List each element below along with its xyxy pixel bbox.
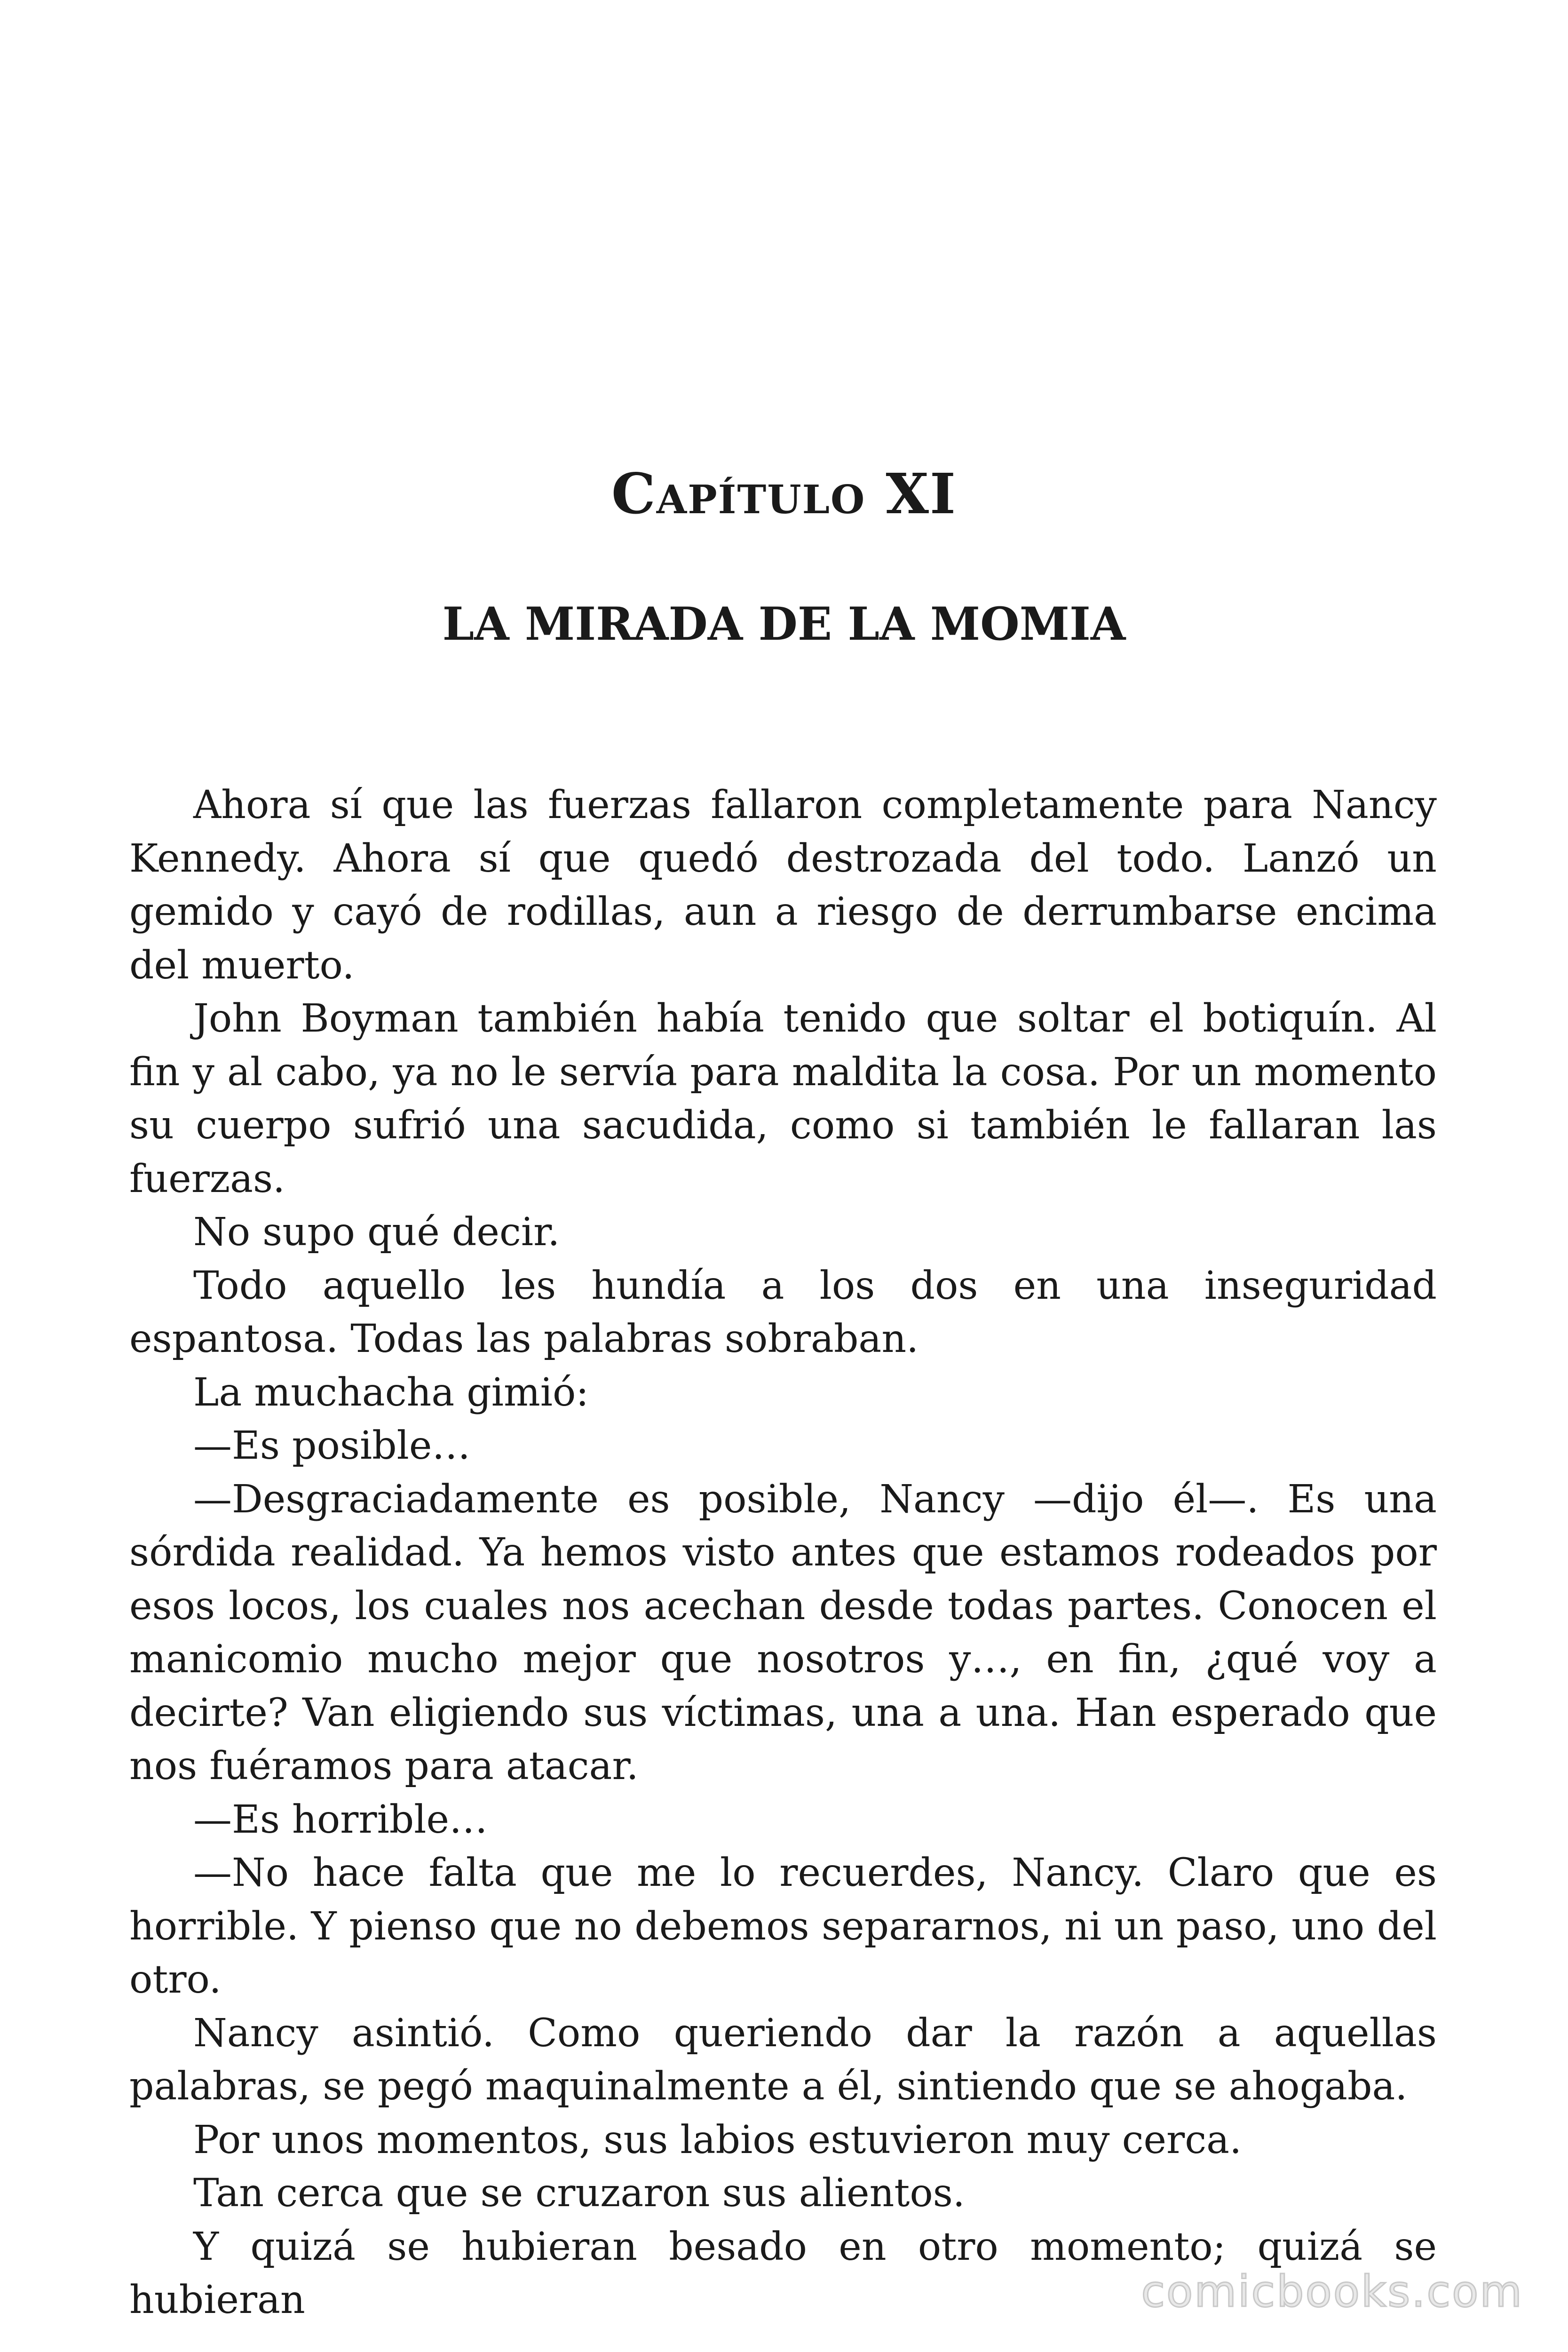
paragraph: La muchacha gimió: bbox=[193, 1370, 589, 1415]
watermark: comicbooks.com bbox=[1141, 2266, 1523, 2317]
paragraph: Por unos momentos, sus labios estuvieron muy cerca. bbox=[193, 2117, 1242, 2162]
paragraph: —Desgraciadamente es posible, Nancy —dijo él—. Es una sórdida realidad. Ya hemos visto antes que estamos rodeados por esos locos, los cuales nos acechan desde todas partes. Conocen el manicomio mucho mejor que nosotros y…, en fin, ¿qué voy a decirte? Van eligiendo sus víctimas, una a una. Han esperado que nos fuéramos para atacar. bbox=[129, 1477, 1437, 1788]
paragraph: Todo aquello les hundía a los dos en una inseguridad espantosa. Todas las palabras sobraban. bbox=[129, 1263, 1437, 1361]
paragraph: —Es posible… bbox=[193, 1423, 471, 1468]
paragraph: —No hace falta que me lo recuerdes, Nancy. Claro que es horrible. Y pienso que no debemos separarnos, ni un paso, uno del otro. bbox=[129, 1851, 1437, 2002]
chapter-body bbox=[129, 779, 1437, 2327]
paragraph: —Es horrible… bbox=[193, 1797, 488, 1842]
chapter-subtitle: LA MIRADA DE LA MOMIA bbox=[442, 597, 1126, 651]
paragraph: Tan cerca que se cruzaron sus alientos. bbox=[193, 2171, 965, 2216]
paragraph: John Boyman también había tenido que soltar el botiquín. Al fin y al cabo, ya no le servía para maldita la cosa. Por un momento su cuerpo sufrió una sacudida, como si también le fallaran las fuerzas. bbox=[129, 996, 1437, 1201]
chapter-title: Capítulo XI bbox=[611, 461, 957, 526]
paragraph: Nancy asintió. Como queriendo dar la razón a aquellas palabras, se pegó maquinalmente a él, sintiendo que se ahogaba. bbox=[129, 2010, 1437, 2109]
paragraph: No supo qué decir. bbox=[193, 1210, 560, 1255]
paragraph: Ahora sí que las fuerzas fallaron completamente para Nancy Kennedy. Ahora sí que quedó destrozada del todo. Lanzó un gemido y cayó de rodillas, aun a riesgo de derrumbarse encima del muerto. bbox=[129, 783, 1437, 988]
paragraph: Y quizá se hubieran besado en otro momento; quizá se hubieran bbox=[129, 2224, 1437, 2322]
